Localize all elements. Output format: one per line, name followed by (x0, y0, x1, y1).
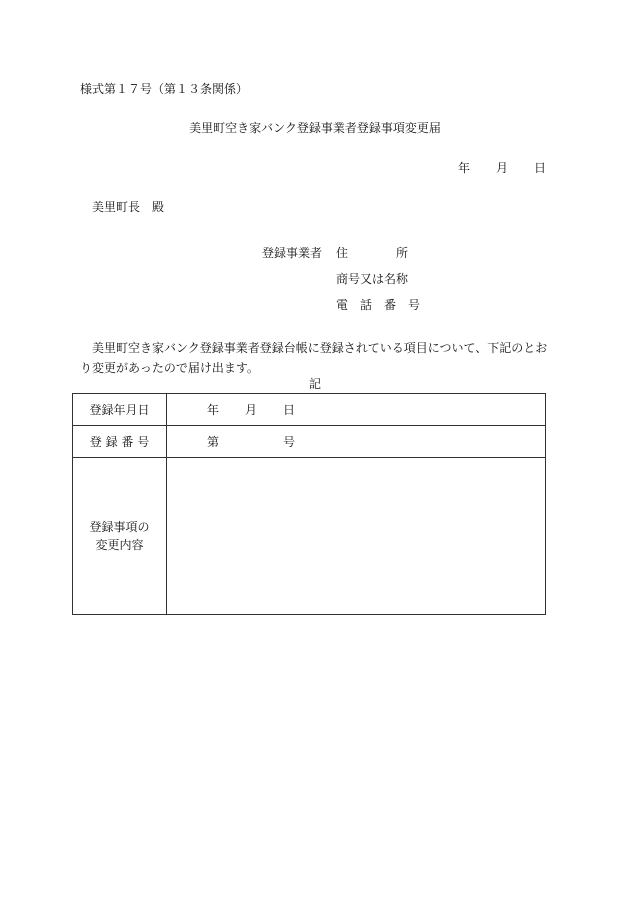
record-heading: 記 (308, 377, 321, 391)
submission-date-line (458, 161, 546, 175)
phone-number-label: 電 話 番 号 (336, 298, 421, 312)
reg-date-month: 月 (245, 403, 258, 417)
change-details-label-line2: 変更内容 (95, 538, 144, 552)
company-name-label: 商号又は名称 (336, 272, 409, 286)
registration-date-label: 登録年月日 (73, 394, 167, 426)
registrant-label: 登録事業者 (262, 246, 323, 260)
change-details-label (73, 458, 167, 615)
date-year-label: 年 (458, 161, 471, 175)
reg-date-day: 日 (283, 403, 296, 417)
change-details-field[interactable] (167, 458, 546, 615)
address-label: 住 所 (336, 246, 409, 260)
date-month-label: 月 (496, 161, 509, 175)
table-row (73, 458, 546, 615)
reg-number-prefix: 第 (207, 435, 220, 449)
table-row (73, 426, 546, 458)
registration-number-label: 登 録 番 号 (73, 426, 167, 458)
change-details-label-line1: 登録事項の (89, 520, 150, 534)
addressee: 美里町長 殿 (92, 200, 165, 214)
registration-date-field[interactable] (167, 394, 546, 426)
details-table (72, 393, 546, 615)
document-title: 美里町空き家バンク登録事業者登録事項変更届 (189, 121, 441, 135)
reg-date-year: 年 (207, 403, 220, 417)
form-number: 様式第１７号（第１３条関係） (80, 82, 249, 96)
registration-number-field[interactable] (167, 426, 546, 458)
body-paragraph: 美里町空き家バンク登録事業者登録台帳に登録されている項目について、下記のとおり変更があったので届け出ます。 (80, 341, 548, 375)
date-day-label: 日 (534, 161, 547, 175)
reg-number-suffix: 号 (283, 435, 296, 449)
table-row (73, 394, 546, 426)
